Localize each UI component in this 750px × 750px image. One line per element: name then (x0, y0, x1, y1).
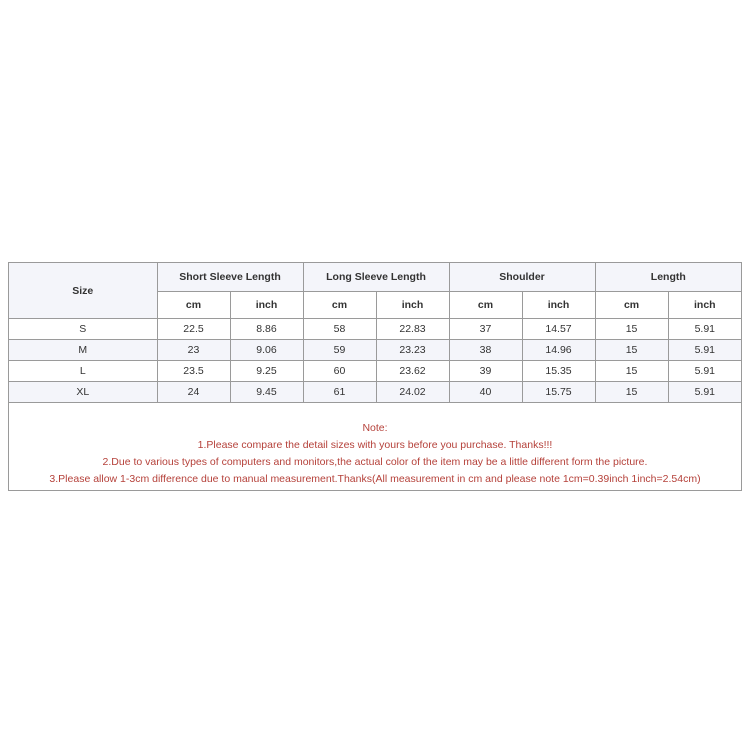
note-line-2: 2.Due to various types of computers and monitors,the actual color of the item may be a little different form the picture. (102, 456, 648, 468)
table-cell: 58 (303, 319, 376, 340)
table-cell: 60 (303, 361, 376, 382)
table-cell: 23.62 (376, 361, 449, 382)
unit-header: cm (157, 292, 230, 319)
size-chart (8, 262, 742, 491)
table-cell: 37 (449, 319, 522, 340)
table-cell: 23.5 (157, 361, 230, 382)
note-title: Note: (362, 422, 388, 434)
table-cell: 15 (595, 361, 668, 382)
note-line-1: 1.Please compare the detail sizes with yours before you purchase. Thanks!!! (197, 439, 553, 451)
table-cell: 5.91 (668, 382, 741, 403)
table-cell: 9.25 (230, 361, 303, 382)
table-cell: L (9, 361, 157, 382)
table-cell: 40 (449, 382, 522, 403)
unit-header: cm (449, 292, 522, 319)
table-cell: 15 (595, 382, 668, 403)
table-cell: 15 (595, 319, 668, 340)
header-row-groups (9, 263, 741, 292)
group-header-shoulder: Shoulder (449, 263, 595, 292)
unit-header: cm (595, 292, 668, 319)
table-cell: 9.45 (230, 382, 303, 403)
table-cell: 38 (449, 340, 522, 361)
table-row-s (9, 319, 741, 340)
table-cell: S (9, 319, 157, 340)
table-cell: 15 (595, 340, 668, 361)
unit-header: inch (376, 292, 449, 319)
group-header-short-sleeve: Short Sleeve Length (157, 263, 303, 292)
table-cell: 39 (449, 361, 522, 382)
table-cell: 15.75 (522, 382, 595, 403)
table-cell: 5.91 (668, 361, 741, 382)
unit-header: inch (668, 292, 741, 319)
table-cell: 14.57 (522, 319, 595, 340)
table-cell: 5.91 (668, 340, 741, 361)
table-cell: 5.91 (668, 319, 741, 340)
table-cell: XL (9, 382, 157, 403)
table-cell: 22.5 (157, 319, 230, 340)
unit-header: inch (230, 292, 303, 319)
table-cell: 14.96 (522, 340, 595, 361)
table-cell: 61 (303, 382, 376, 403)
table-cell: 22.83 (376, 319, 449, 340)
table-row-l (9, 361, 741, 382)
table-row-xl (9, 382, 741, 403)
table-cell: M (9, 340, 157, 361)
group-header-length: Length (595, 263, 741, 292)
table-cell: 15.35 (522, 361, 595, 382)
group-header-long-sleeve: Long Sleeve Length (303, 263, 449, 292)
table-cell: 8.86 (230, 319, 303, 340)
table-cell: 23 (157, 340, 230, 361)
notes-box (9, 402, 741, 490)
table-cell: 24.02 (376, 382, 449, 403)
unit-header: inch (522, 292, 595, 319)
unit-header: cm (303, 292, 376, 319)
table-row-m (9, 340, 741, 361)
table-cell: 24 (157, 382, 230, 403)
table-cell: 59 (303, 340, 376, 361)
size-column-header: Size (9, 263, 157, 319)
table-cell: 23.23 (376, 340, 449, 361)
note-line-3: 3.Please allow 1-3cm difference due to manual measurement.Thanks(All measurement in cm and please note 1cm=0.39inch 1inch=2.54cm) (49, 473, 701, 485)
size-table (9, 263, 741, 402)
table-cell: 9.06 (230, 340, 303, 361)
